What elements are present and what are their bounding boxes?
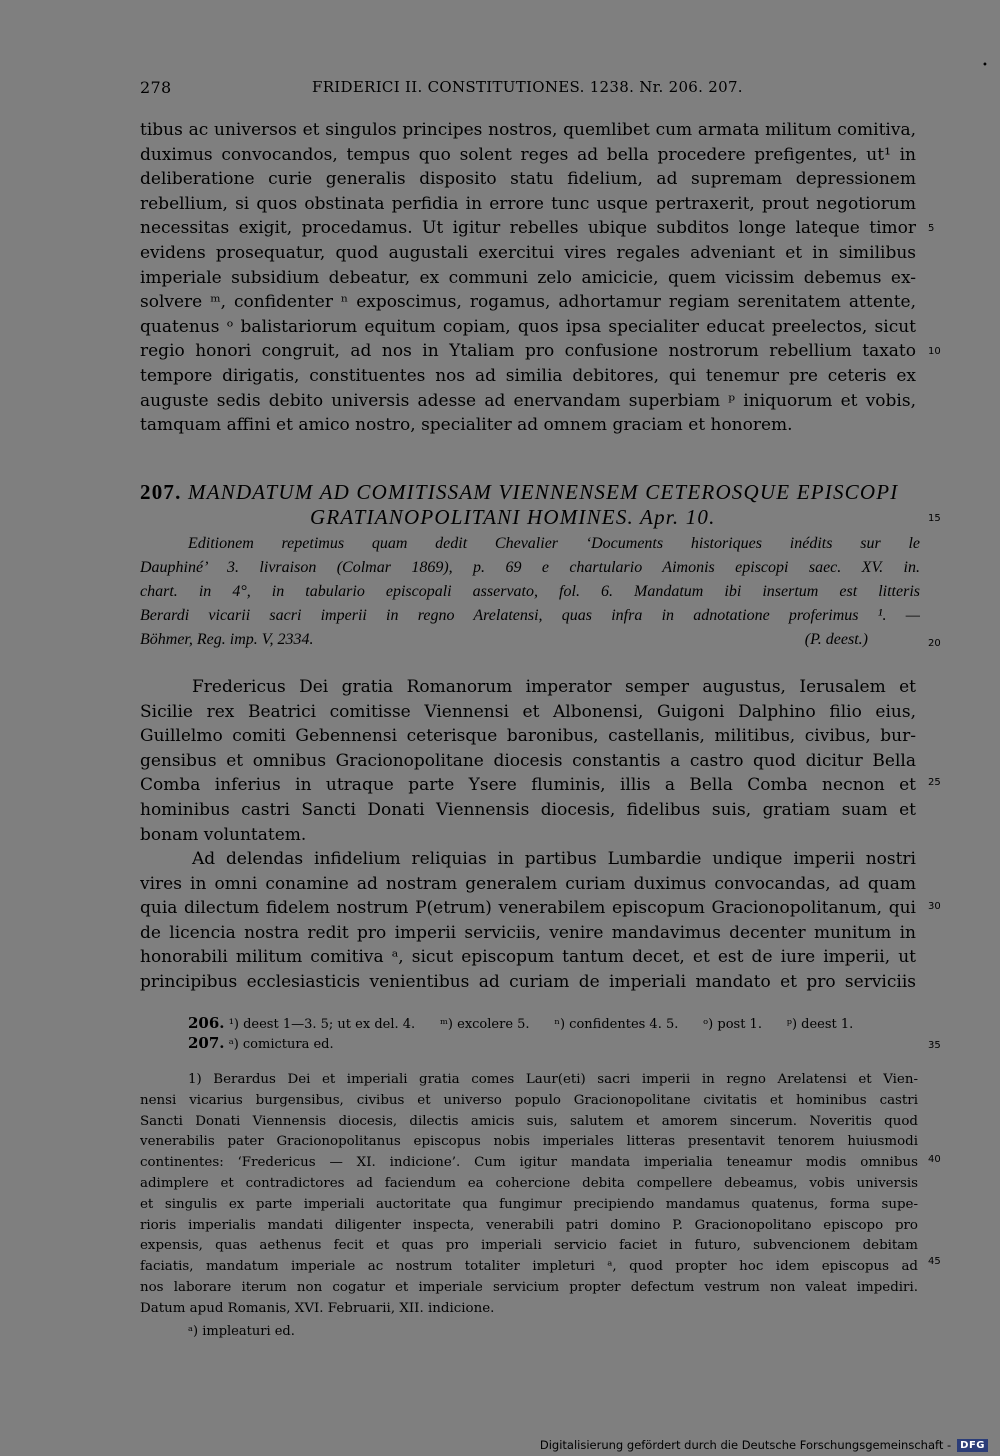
text-line: regio honori congruit, ad nos in Ytaliam pro confusione nostrorum rebellium taxato — [140, 341, 916, 362]
line-number-40: 40 — [928, 1154, 941, 1165]
line-number-30: 30 — [928, 901, 941, 912]
sub-footnote: ᵃ) impleaturi ed. — [188, 1324, 295, 1339]
footnote-line: et singulis ex parte imperiali auctoritate qua fungimur precipiendo mandamus quatenus, forma supe- — [140, 1196, 918, 1212]
line-number-20: 20 — [928, 638, 941, 649]
heading-line-2: GRATIANOPOLITANI HOMINES. Apr. 10. — [310, 505, 716, 529]
critical-apparatus — [188, 1014, 918, 1054]
intro-line: chart. in 4°, in tabulario episcopali asservato, fol. 6. Mandatum ibi insertum est litteris — [140, 583, 920, 600]
text-line: quatenus ᵒ balistariorum equitum copiam, quos ipsa specialiter educat preelectos, sicut — [140, 316, 916, 337]
text-line: quia dilectum fidelem nostrum P(etrum) venerabilem episcopum Gracionopolitanum, qui — [140, 898, 916, 919]
text-line: honorabili militum comitiva ᵃ, sicut episcopum tantum decet, et est de iure imperii, ut — [140, 947, 916, 968]
apparatus-207 — [188, 1034, 918, 1054]
line-number-15: 15 — [928, 513, 941, 524]
text-line: necessitas exigit, procedamus. Ut igitur rebelles ubique subditos longe lateque timor — [140, 218, 916, 239]
text-line: Ad delendas infidelium reliquias in partibus Lumbardie undique imperii nostri — [192, 849, 916, 869]
footnote-line: rioris imperialis mandati diligenter inspecta, venerabili patri domino P. Gracionopolitano episcopo pro — [140, 1217, 918, 1233]
intro-line: Editionem repetimus quam dedit Chevalier ‘Documents historiques inédits sur le — [188, 535, 920, 552]
editorial-introduction — [140, 532, 920, 652]
apparatus-text: ¹) deest 1—3. 5; ut ex del. 4. ᵐ) excolere 5. ⁿ) confidentes 4. 5. ᵒ) post 1. ᵖ) deest 1. — [228, 1017, 854, 1032]
footnote-line: continentes: ‘Fredericus — XI. indicione’. Cum igitur mandata imperialia teneamur modis omnibus — [140, 1155, 918, 1171]
text-line: hominibus castri Sancti Donati Viennensis diocesis, fidelibus suis, gratiam suam et — [140, 799, 916, 820]
running-title: FRIDERICI II. CONSTITUTIONES. 1238. Nr. 206. 207. — [312, 78, 743, 96]
intro-line: Berardi vicarii sacri imperii in regno Arelatensi, quas infra in adnotatione proferimus ¹. — — [140, 607, 920, 624]
text-line: tamquam affini et amico nostro, specialiter ad omnem graciam et honorem. — [140, 415, 793, 436]
text-line: evidens prosequatur, quod augustali exercitui vires regales adveniant et in similibus — [140, 242, 916, 263]
text-line: auguste sedis debito universis adesse ad enervandam superbiam ᵖ iniquorum et vobis, — [140, 390, 916, 411]
intro-line: Dauphiné’ 3. livraison (Colmar 1869), p. 69 e chartulario Aimonis episcopi saec. XV. in. — [140, 559, 920, 576]
text-line: de licencia nostra redit pro imperii serviciis, venire mandavimus decenter munitum in — [140, 922, 916, 943]
text-line: principibus ecclesiasticis venientibus ad curiam de imperiali mandato et pro serviciis — [140, 971, 916, 992]
text-line: Fredericus Dei gratia Romanorum imperator semper augustus, Ierusalem et — [192, 677, 916, 697]
text-line: rebellium, si quos obstinata perfidia in errore tunc usque pertraxerit, prout negotiorum — [140, 193, 916, 214]
page-header — [140, 78, 920, 100]
line-number-45: 45 — [928, 1256, 941, 1267]
heading-line-1: MANDATUM AD COMITISSAM VIENNENSEM CETEROSQUE EPISCOPI — [188, 480, 899, 504]
line-number-25: 25 — [928, 777, 941, 788]
footnote-line: expensis, quas aethenus fecit et quas pro imperiali servicio faciet in futuro, subvencionem debitam — [140, 1238, 918, 1254]
text-line: deliberatione curie generalis disposito statu fidelium, ad supremam depressionem — [140, 169, 916, 190]
document-207-text — [140, 847, 916, 995]
text-line: bonam voluntatem. — [140, 824, 307, 845]
text-line: Comba inferius in utraque parte Ysere fluminis, illis a Bella Comba necnon et — [140, 775, 916, 796]
apparatus-label: 207. — [188, 1034, 225, 1052]
line-number-5: 5 — [928, 223, 935, 234]
text-line: gensibus et omnibus Gracionopolitane diocesis constantis a castro quod dicitur Bella — [140, 750, 916, 771]
text-line: tempore dirigatis, constituentes nos ad similia debitores, qui tenemur pre ceteris ex — [140, 365, 916, 386]
footnote-line: nensi vicarius burgensibus, civibus et universo populo Gracionopolitane civitatis et hominibus castri — [140, 1092, 918, 1108]
intro-line — [140, 628, 920, 652]
reference-note: (P. deest.) — [804, 631, 868, 648]
text-line: duximus convocandos, tempus quo solent reges ad bella procedere prefigentes, ut¹ in — [140, 144, 916, 165]
text-line: solvere ᵐ, confidenter ⁿ exposcimus, rogamus, adhortamur regiam serenitatem attente, — [140, 292, 916, 313]
line-number-35: 35 — [928, 1040, 941, 1051]
text-line: imperiale subsidium debeatur, ex communi zelo amicicie, quem vicissim debemus ex- — [140, 267, 916, 288]
text-line: tibus ac universos et singulos principes nostros, quemlibet cum armata militum comitiva, — [140, 120, 916, 140]
text-line: Sicilie rex Beatrici comitisse Viennensi et Albonensi, Guigoni Dalphino filio eius, — [140, 701, 916, 722]
line-number-10: 10 — [928, 346, 941, 357]
document-207-heading — [140, 480, 920, 530]
document-207-salutation — [140, 675, 916, 847]
footnote-1 — [140, 1070, 918, 1320]
apparatus-text: ᵃ) comictura ed. — [228, 1037, 334, 1052]
footnote-line: Datum apud Romanis, XVI. Februarii, XII. indicione. — [140, 1300, 495, 1316]
footnote-line: faciatis, mandatum imperiale ac nostrum totaliter impleturi ᵃ, quod propter hoc idem episcopus ad — [140, 1259, 918, 1275]
dfg-logo: DFG — [957, 1439, 988, 1452]
corner-mark: • — [982, 60, 988, 71]
text-line: Guillelmo comiti Gebennensi ceterisque baronibus, castellanis, militibus, civibus, bur- — [140, 726, 916, 747]
document-206-text — [140, 118, 916, 438]
footnote-line: venerabilis pater Gracionopolitanus episcopus nobis imperiales litteras presentavit tenorem huiusmodi — [140, 1134, 918, 1150]
document-number: 207. — [140, 480, 182, 504]
text-line: vires in omni conamine ad nostram generalem curiam duximus convocandas, ad quam — [140, 873, 916, 894]
footnote-line: adimplere et contradictores ad faciendum ea cohercione debita compellere debeamus, vobis universis — [140, 1175, 918, 1191]
footnote-line: Sancti Donati Viennensis diocesis, dilectis amicis suis, salutem et amorem sincerum. Noveritis quod — [140, 1113, 918, 1129]
page-number: 278 — [140, 78, 172, 97]
dfg-credit — [540, 1438, 988, 1452]
dfg-credit-text: Digitalisierung gefördert durch die Deutsche Forschungsgemeinschaft - — [539, 1438, 952, 1452]
footnote-line: nos laborare iterum non cogatur et imperiale servicium propter defectum vestrum non valeat impediri. — [140, 1279, 918, 1295]
reference-boehmer: Böhmer, Reg. imp. V, 2334. — [140, 631, 314, 648]
apparatus-label: 206. — [188, 1014, 225, 1032]
apparatus-206 — [188, 1014, 918, 1034]
footnote-line: 1) Berardus Dei et imperiali gratia comes Laur(eti) sacri imperii in regno Arelatensi et Vien- — [188, 1072, 918, 1087]
